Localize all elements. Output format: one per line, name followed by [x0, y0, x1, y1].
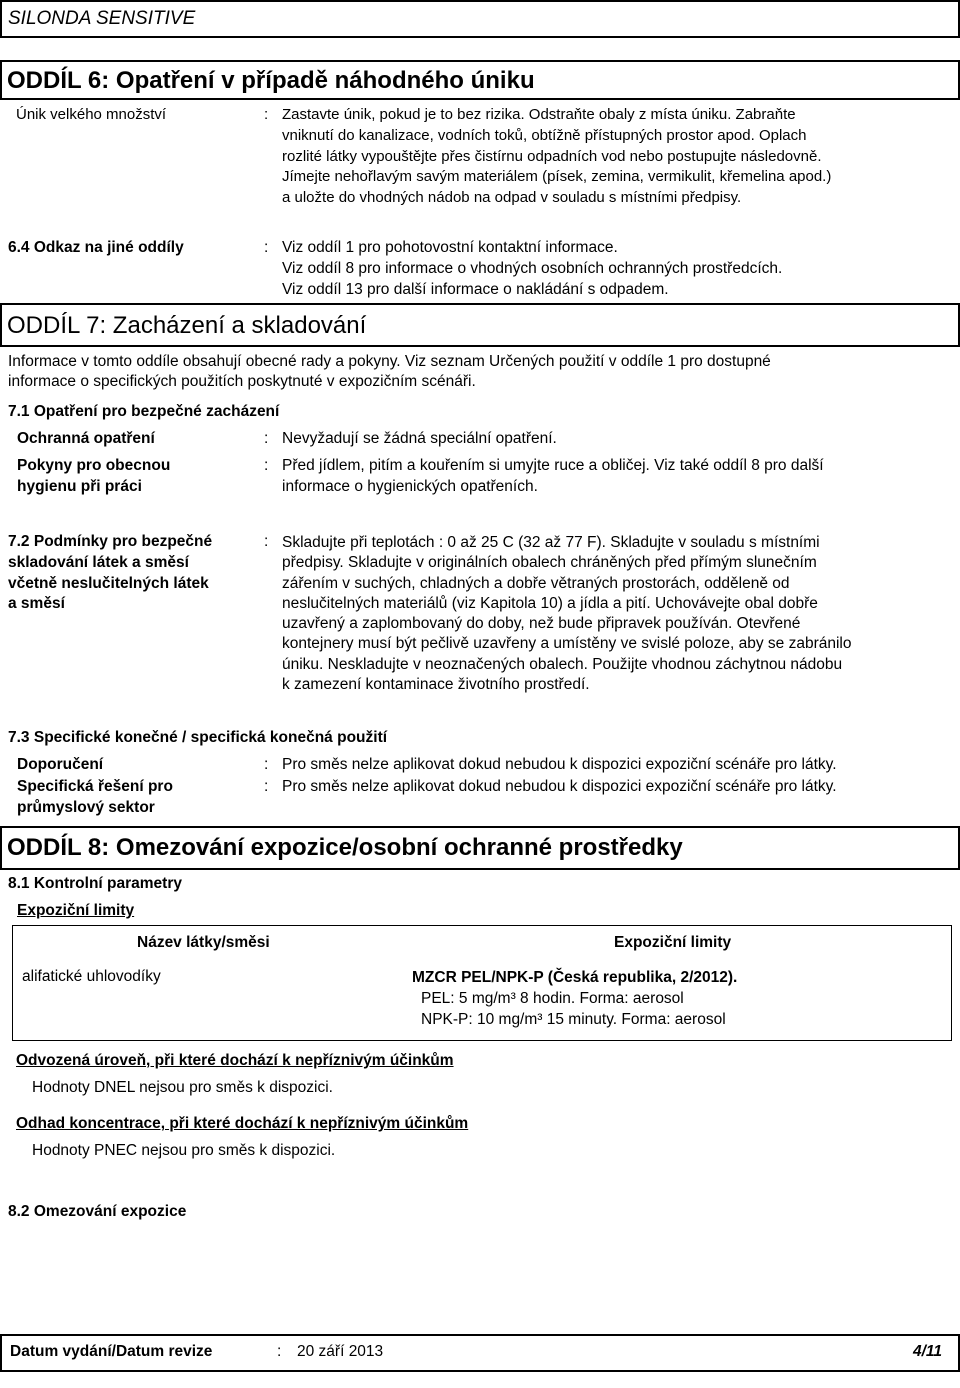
table-cell-limit-title: MZCR PEL/NPK-P (Česká republika, 2/2012). [412, 969, 738, 986]
industry-text: Pro směs nelze aplikovat dokud nebudou k dispozici expoziční scénáře pro látky. [282, 778, 837, 795]
table-header-limits: Expoziční limity [614, 934, 732, 951]
table-header-substance: Název látky/směsi [137, 934, 270, 951]
section-7-intro: Informace v tomto oddíle obsahují obecné rady a pokyny. Viz seznam Určených použití v oddíle 1 pro dostupné informace o specifických použitích poskytnuté v expozičním scénáři. [8, 353, 771, 391]
ref-colon: : [264, 239, 269, 256]
product-name: SILONDA SENSITIVE [8, 8, 196, 29]
footer-label: Datum vydání/Datum revize [10, 1343, 213, 1360]
rec-label: Doporučení [17, 756, 104, 773]
footer-date: 20 září 2013 [297, 1343, 384, 1360]
spill-label: Únik velkého množství [16, 106, 167, 123]
table-cell-limit-values: PEL: 5 mg/m³ 8 hodin. Forma: aerosol NPK-P: 10 mg/m³ 15 minuty. Forma: aerosol [421, 990, 726, 1028]
section-6-title: ODDÍL 6: Opatření v případě náhodného úniku [7, 67, 535, 94]
ref-label: 6.4 Odkaz na jiné oddíly [8, 239, 184, 256]
hygiene-label: Pokyny pro obecnou hygienu při práci [17, 457, 171, 495]
pnec-heading: Odhad koncentrace, při které dochází k nepříznivým účinkům [16, 1115, 469, 1132]
hygiene-text: Před jídlem, pitím a kouřením si umyjte ruce a obličej. Viz také oddíl 8 pro další informace o hygienických opatřeních. [282, 457, 824, 495]
sub-7-3: 7.3 Specifické konečné / specifická konečná použití [8, 729, 388, 746]
page-number: 4/11 [913, 1343, 943, 1360]
industry-colon: : [264, 778, 269, 795]
protect-colon: : [264, 430, 269, 447]
pnec-text: Hodnoty PNEC nejsou pro směs k dispozici. [32, 1142, 336, 1159]
section-8-title: ODDÍL 8: Omezování expozice/osobní ochranné prostředky [7, 834, 683, 861]
storage-colon: : [264, 533, 269, 550]
hygiene-colon: : [264, 457, 269, 474]
sub-8-1: 8.1 Kontrolní parametry [8, 875, 182, 892]
dnel-heading: Odvozená úroveň, při které dochází k nepříznivým účinkům [16, 1052, 454, 1069]
rec-text: Pro směs nelze aplikovat dokud nebudou k dispozici expoziční scénáře pro látky. [282, 756, 837, 773]
sub-7-1: 7.1 Opatření pro bezpečné zacházení [8, 403, 280, 420]
protect-text: Nevyžadují se žádná speciální opatření. [282, 430, 557, 447]
limits-heading: Expoziční limity [17, 902, 135, 919]
table-cell-substance: alifatické uhlovodíky [22, 968, 161, 985]
spill-text: Zastavte únik, pokud je to bez rizika. Odstraňte obaly z místa úniku. Zabraňte vniknutí do kanalizace, vodních toků, obtížně přístupných prostor apod. Oplach rozlité látky vypouštějte přes čistírnu odpadních vod nebo postupujte následovně. Jímejte nehořlavým savým materiálem (písek, zemina, vermikulit, křemelina apod.) a uložte do vhodných nádob na odpad v souladu s místními předpisy. [282, 106, 832, 207]
storage-label: 7.2 Podmínky pro bezpečné skladování látek a směsí včetně neslučitelných látek a směsí [8, 533, 213, 613]
industry-label: Specifická řešení pro průmyslový sektor [17, 778, 173, 816]
sub-8-2: 8.2 Omezování expozice [8, 1203, 187, 1220]
ref-text: Viz oddíl 1 pro pohotovostní kontaktní informace. Viz oddíl 8 pro informace o vhodných osobních ochranných prostředcích. Viz oddíl 13 pro další informace o nakládání s odpadem. [282, 239, 783, 298]
rec-colon: : [264, 756, 269, 773]
storage-text: Skladujte při teplotách : 0 až 25 C (32 až 77 F). Skladujte v souladu s místními předpisy. Skladujte v originálních obalech chráněných před přímým slunečním zářením v suchých, chladných a dobře větraných prostorách, odděleně od neslučitelných materiálů (viz Kapitola 10) a jídla a pití. Uchovávejte obal dobře uzavřený a zaplombovaný do doby, než bude připravek používán. Otevřené kontejnery musí být pečlivě uzavřeny a umístěny ve svislé poloze, aby se zabránilo úniku. Neskladujte v neoznačených obalech. Použijte vhodnou záchytnou nádobu k zamezení kontaminace životního prostředí. [282, 534, 852, 694]
spill-colon: : [264, 106, 269, 123]
dnel-text: Hodnoty DNEL nejsou pro směs k dispozici. [32, 1079, 333, 1096]
section-7-title: ODDÍL 7: Zacházení a skladování [7, 312, 367, 339]
footer-colon: : [277, 1343, 282, 1360]
protect-label: Ochranná opatření [17, 430, 155, 447]
